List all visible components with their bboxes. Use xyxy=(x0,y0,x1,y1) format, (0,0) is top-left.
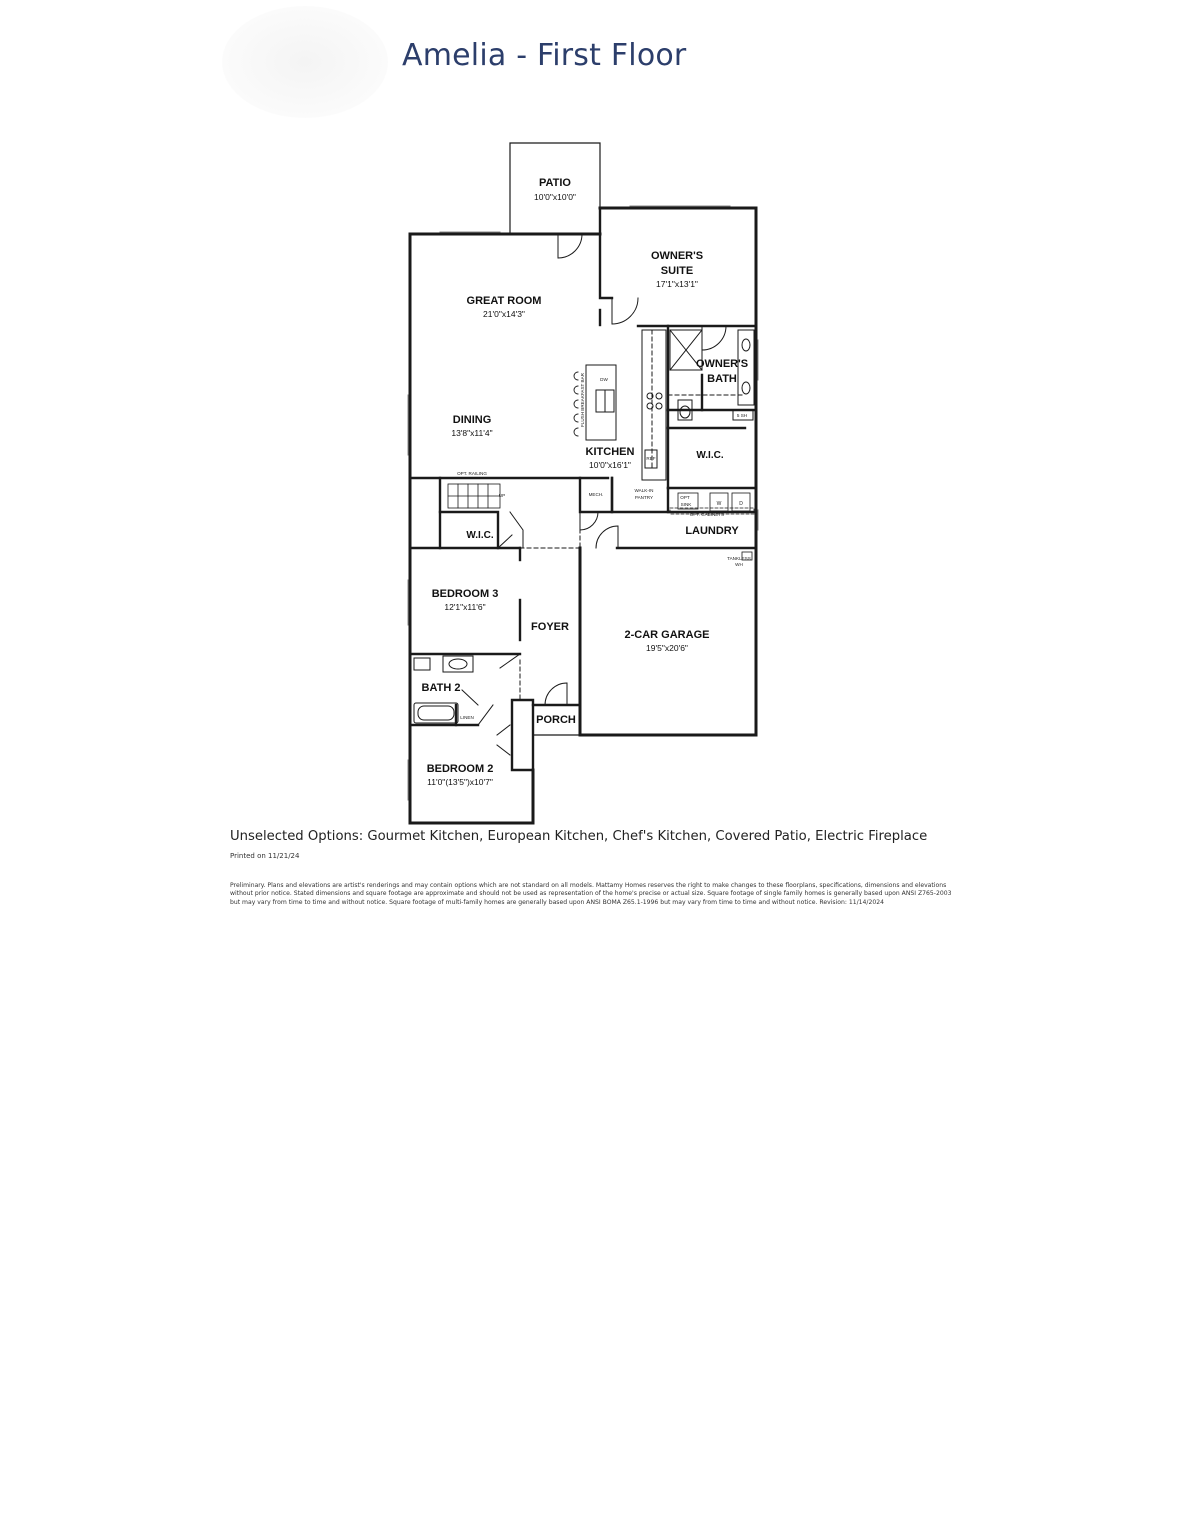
printed-date: Printed on 11/21/24 xyxy=(230,852,300,860)
bar-stools xyxy=(574,372,578,436)
room-dim-bedroom2: 11'0"(13'5")x10'7" xyxy=(427,777,493,787)
label-flush-bar: FLUSH BREAKFAST BAR xyxy=(580,372,585,428)
room-label-owners-suite-2: SUITE xyxy=(660,265,694,277)
interior-walls xyxy=(410,208,756,770)
room-label-dining: DINING xyxy=(452,414,492,426)
label-walk-in-1: WALK-IN xyxy=(634,488,654,493)
label-dryer: D xyxy=(739,501,743,507)
label-opt-railing: OPT. RAILING xyxy=(457,471,487,476)
room-label-wic-stair: W.I.C. xyxy=(466,530,494,541)
page-title: Amelia - First Floor xyxy=(402,38,687,73)
room-label-garage: 2-CAR GARAGE xyxy=(624,629,710,641)
room-label-owners-bath-2: BATH xyxy=(707,373,737,385)
room-label-patio: PATIO xyxy=(539,177,571,189)
label-opt-sink-1: OPT xyxy=(680,495,690,500)
label-stair-up: UP xyxy=(498,493,506,498)
room-dim-patio: 10'0"x10'0" xyxy=(534,192,576,202)
room-label-bedroom2: BEDROOM 2 xyxy=(426,763,494,775)
room-dim-dining: 13'8"x11'4" xyxy=(451,428,493,438)
room-label-owners-bath-1: OWNER'S xyxy=(695,358,749,370)
label-mech: MECH. xyxy=(588,492,604,497)
disclaimer: Preliminary. Plans and elevations are artist's renderings and may contain options which are not standard on all models. Mattamy Homes reserves the right to make changes to these floorplans, specifications, dimensions and elevations without prior notice. Stated dimensions and square footage are approximate and should not be used as representation of the home's precise or actual size. Square footage of single family homes is generally based upon ANSI Z765-2003 but may vary from time to time and without notice. Square footage of multi-family homes are generally based upon ANSI BOMA Z65.1-1996 but may vary from time to time and without notice. Revision: 11/14/2024 xyxy=(230,882,952,906)
label-dw: DW xyxy=(600,377,608,382)
room-label-kitchen: KITCHEN xyxy=(585,446,635,458)
room-label-foyer: FOYER xyxy=(531,621,569,633)
room-dim-kitchen: 10'0"x16'1" xyxy=(589,460,631,470)
room-label-laundry: LAUNDRY xyxy=(685,525,739,537)
room-dim-garage: 19'5"x20'6" xyxy=(646,643,688,653)
label-walk-in-2: PANTRY xyxy=(634,495,654,500)
room-label-bedroom3: BEDROOM 3 xyxy=(431,588,499,600)
room-dim-owners-suite: 17'1"x13'1" xyxy=(656,279,698,289)
windows xyxy=(408,206,758,800)
room-label-wic-owner: W.I.C. xyxy=(696,450,724,461)
room-label-porch: PORCH xyxy=(536,714,576,726)
label-opt-cabinets: OPT. CABINETS xyxy=(689,512,725,517)
room-dim-great-room: 21'0"x14'3" xyxy=(483,309,525,319)
label-washer: W xyxy=(716,501,722,507)
label-tankless-2: WH xyxy=(735,562,743,567)
label-tankless-1: TANKLESS xyxy=(727,556,751,561)
room-label-owners-suite-1: OWNER'S xyxy=(650,250,704,262)
room-label-great-room: GREAT ROOM xyxy=(466,295,542,307)
room-dim-bedroom3: 12'1"x11'6" xyxy=(444,602,486,612)
label-bench: 5 SH xyxy=(736,413,748,418)
stairs xyxy=(448,484,500,508)
label-ref: REF xyxy=(646,456,656,461)
unselected-options: Unselected Options: Gourmet Kitchen, European Kitchen, Chef's Kitchen, Covered Patio, Electric Fireplace xyxy=(230,829,928,844)
label-linen: LINEN xyxy=(460,715,474,720)
room-label-bath2: BATH 2 xyxy=(421,682,461,694)
label-opt-sink-2: SINK xyxy=(680,502,692,507)
